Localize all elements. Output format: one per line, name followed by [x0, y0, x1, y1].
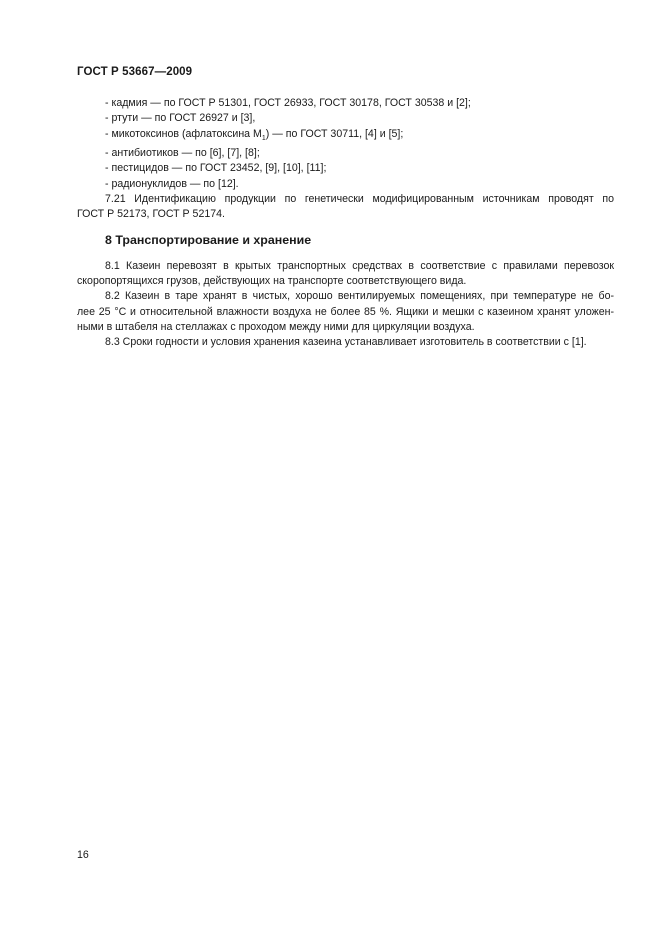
list-item-mercury: - ртути — по ГОСТ 26927 и [3], [105, 112, 256, 125]
list-item-pesticides: - пестицидов — по ГОСТ 23452, [9], [10], [11]; [105, 162, 327, 175]
paragraph-8-3 [77, 335, 614, 350]
paragraph-8-1-line-2: скоропортящихся грузов, действующих на транспорте соответствующего вида. [77, 275, 467, 288]
document-body [77, 96, 614, 351]
paragraph-8-2-line-1: 8.2 Казеин в таре хранят в чистых, хорошо вентилируемых помещениях, при температуре не бо- [105, 290, 614, 303]
list-item-cadmium: - кадмия — по ГОСТ Р 51301, ГОСТ 26933, ГОСТ 30178, ГОСТ 30538 и [2]; [105, 97, 471, 109]
page-number: 16 [77, 849, 89, 861]
list-item-antibiotics: - антибиотиков — по [6], [7], [8]; [105, 147, 260, 159]
paragraph-8-1-line-1: 8.1 Казеин перевозят в крытых транспортных средствах в соответствие с правилами перевозок [105, 259, 614, 272]
paragraph-7-21 [77, 192, 614, 223]
list-item-radionuclides: - радионуклидов — по [12]. [105, 177, 239, 190]
document-header: ГОСТ Р 53667—2009 [77, 66, 193, 78]
section-8-title: 8 Транспортирование и хранение [105, 233, 312, 248]
mycotoxins-text: - микотоксинов (афлатоксина M [105, 127, 262, 140]
list-item-mycotoxins [105, 127, 614, 146]
paragraph-8-2-line-2: лее 25 °С и относительной влажности воздуха не более 85 %. Ящики и мешки с казеином хранят уложен- [77, 305, 614, 318]
mycotoxins-tail: ) — по ГОСТ 30711, [4] и [5]; [265, 127, 404, 140]
mycotoxins-subscript: 1 [261, 134, 266, 142]
paragraph-7-21-line-1: 7.21 Идентификацию продукции по генетически модифицированным источникам проводят по [105, 192, 614, 205]
paragraph-8-2 [77, 289, 614, 335]
paragraph-8-1 [77, 259, 614, 290]
paragraph-8-2-line-3: ными в штабеля на стеллажах с проходом между ними для циркуляции воздуха. [77, 320, 475, 333]
paragraph-7-21-line-2: ГОСТ Р 52173, ГОСТ Р 52174. [77, 208, 225, 221]
paragraph-8-3-line-1: 8.3 Сроки годности и условия хранения казеина устанавливает изготовитель в соответствии с [1]. [105, 336, 587, 349]
